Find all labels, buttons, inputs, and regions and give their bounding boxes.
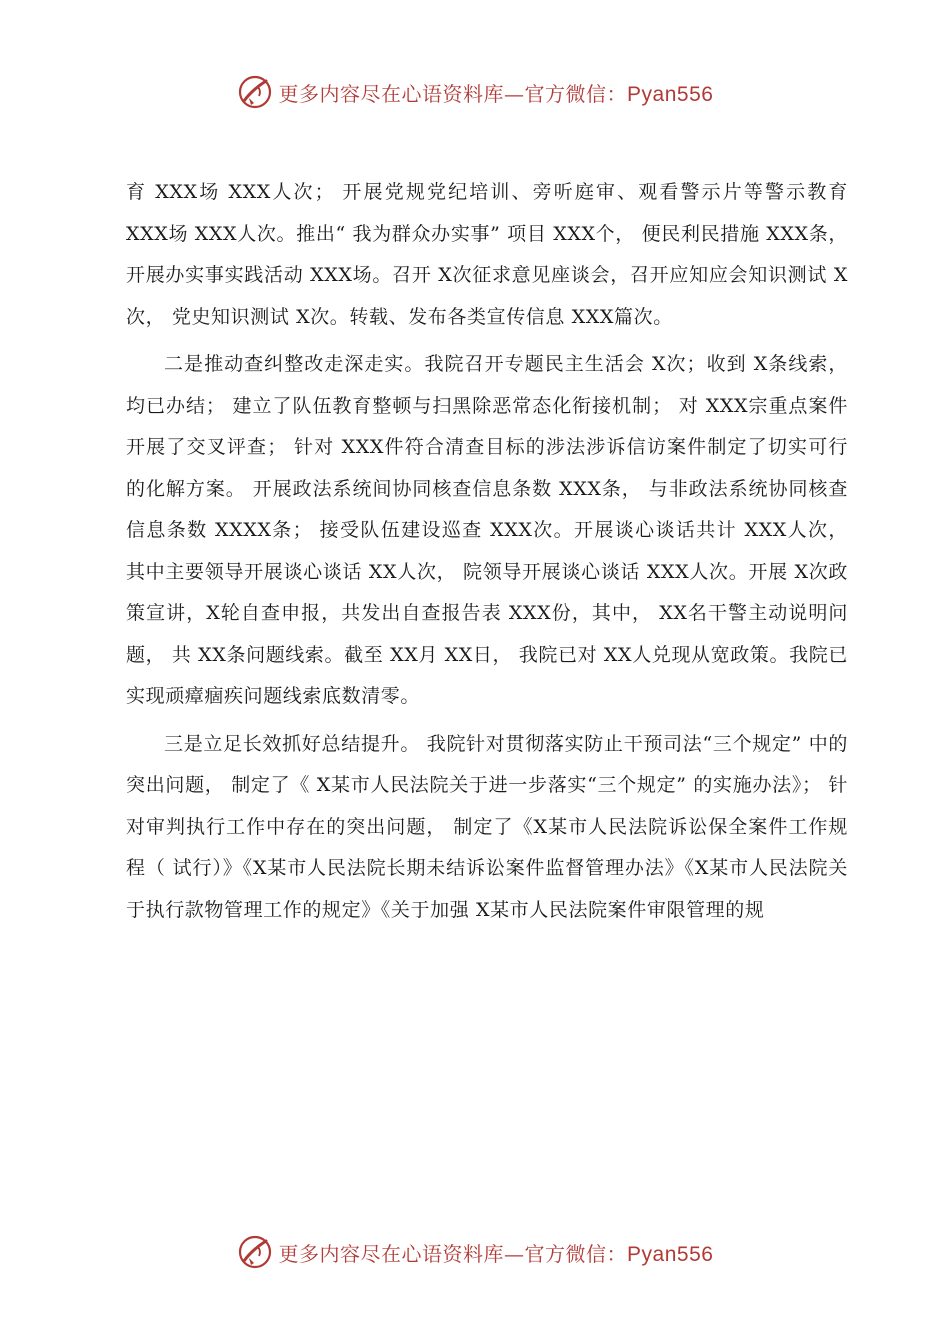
brush-pen-logo-icon — [237, 74, 273, 110]
watermark-text: 更多内容尽在心语资料库—官方微信：Pyan556 — [278, 1241, 714, 1266]
footer-watermark — [0, 1230, 950, 1274]
paragraph-rectification: 二是推动查纠整改走深走实。我院召开专题民主生活会 X次；收到 X条线索， 均已办结； 建立了队伍教育整顿与扫黑除恶常态化衔接机制； 对 XXX宗重点案件开展了交叉评查； 针对 XXX件符合清查目标的涉法涉诉信访案件制定了切实可行的化解方案。 开展政法系统间协同核查信息条数 XXX条， 与非政法系统协同核查信息条数 XXXX条； 接受队伍建设巡查 XXX次。开展谈心谈话共计 XXX人次， 其中主要领导开展谈心谈话 XX人次， 院领导开展谈心谈话 XXX人次。开展 X次政策宣讲，X轮自查申报，共发出自查报告表 XXX份，其中， XX名干警主动说明问题， 共 XX条问题线索。截至 XX月 XX日， 我院已对 XX人兑现从宽政策。我院已实现顽瘴痼疾问题线索底数清零。 — [126, 353, 848, 707]
document-body — [126, 172, 848, 937]
header-watermark — [0, 70, 950, 114]
paragraph-continuation: 育 XXX场 XXX人次； 开展党规党纪培训、旁听庭审、观看警示片等警示教育 XXX场 XXX人次。推出“ 我为群众办实事” 项目 XXX个， 便民利民措施 XXX条， 开展办实事实践活动 XXX场。召开 X次征求意见座谈会，召开应知应会知识测试 X次， 党史知识测试 X次。转载、发布各类宣传信息 XXX篇次。 — [126, 181, 848, 328]
paragraph-long-term: 三是立足长效抓好总结提升。 我院针对贯彻落实防止干预司法“三个规定” 中的突出问题， 制定了《 X某市人民法院关于进一步落实“三个规定” 的实施办法》； 针对审判执行工作中存在的突出问题， 制定了《X某市人民法院诉讼保全案件工作规程（ 试行）》《X某市人民法院长期未结诉讼案件监督管理办法》《X某市人民法院关于执行款物管理工作的规定》《关于加强 X某市人民法院案件审限管理的规 — [126, 732, 848, 921]
brush-pen-logo-icon — [237, 1234, 273, 1270]
watermark-text: 更多内容尽在心语资料库—官方微信：Pyan556 — [278, 81, 714, 106]
